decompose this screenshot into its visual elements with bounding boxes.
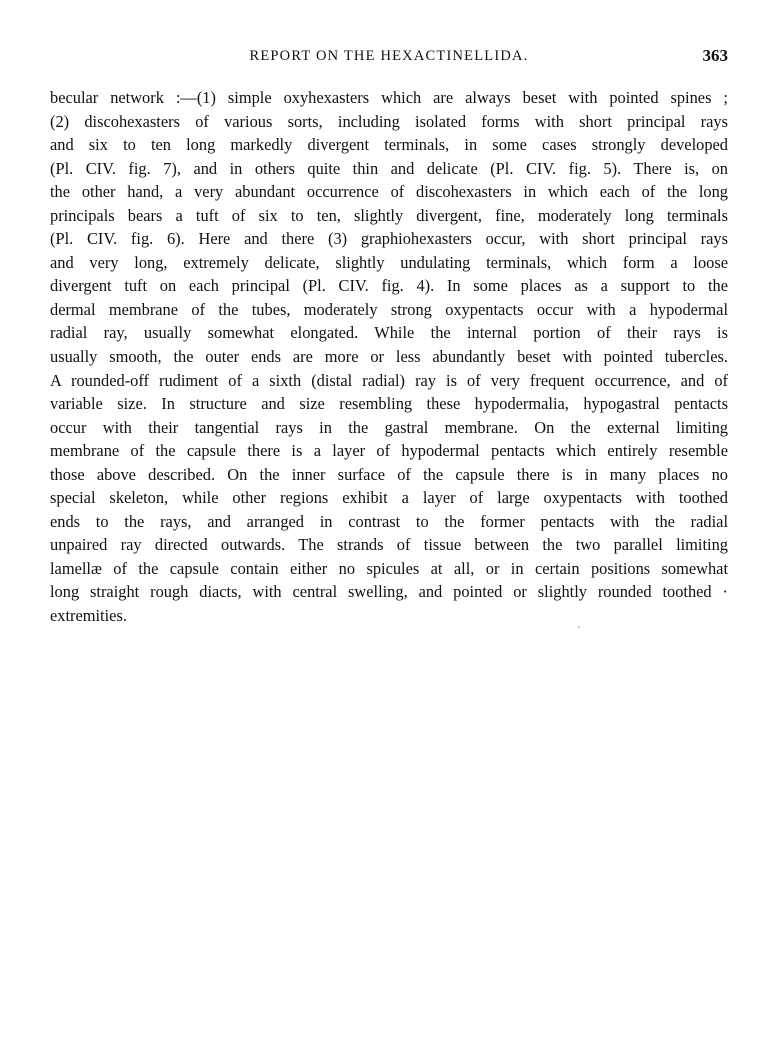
text-line: variable size. In structure and size resembling these hypodermalia, hypogastral pentacts bbox=[50, 394, 728, 414]
page-number: 363 bbox=[702, 46, 728, 65]
body-paragraph bbox=[50, 86, 728, 628]
text-line-last: extremities. bbox=[50, 606, 127, 626]
text-line: becular network :—(1) simple oxyhexasters which are always beset with pointed spines ; bbox=[50, 88, 728, 107]
text-line: usually smooth, the outer ends are more or less abundantly beset with pointed tubercles. bbox=[50, 347, 728, 367]
text-line: radial ray, usually somewhat elongated. While the internal portion of their rays is bbox=[50, 323, 728, 343]
running-header bbox=[50, 44, 728, 68]
text-line: dermal membrane of the tubes, moderately strong oxypentacts occur with a hypodermal bbox=[50, 299, 728, 319]
running-title: REPORT ON THE HEXACTINELLIDA. bbox=[249, 48, 529, 64]
text-line: the other hand, a very abundant occurrence of discohexasters in which each of the long bbox=[50, 182, 728, 202]
text-line: ends to the rays, and arranged in contrast to the former pentacts with the radial bbox=[50, 511, 728, 531]
text-line: divergent tuft on each principal (Pl. CIV. fig. 4). In some places as a support to the bbox=[50, 276, 728, 296]
text-line: A rounded-off rudiment of a sixth (distal radial) ray is of very frequent occurrence, and of bbox=[50, 370, 728, 390]
text-line: membrane of the capsule there is a layer of hypodermal pentacts which entirely resemble bbox=[50, 441, 728, 461]
text-line: those above described. On the inner surface of the capsule there is in many places no bbox=[50, 464, 728, 484]
text-line: lamellæ of the capsule contain either no spicules at all, or in certain positions somewhat bbox=[50, 558, 728, 578]
text-line: occur with their tangential rays in the gastral membrane. On the external limiting bbox=[50, 417, 728, 437]
text-line: (Pl. CIV. fig. 6). Here and there (3) graphiohexasters occur, with short principal rays bbox=[50, 229, 728, 249]
text-line: (Pl. CIV. fig. 7), and in others quite thin and delicate (Pl. CIV. fig. 5). There is, on bbox=[50, 158, 728, 178]
text-line: principals bears a tuft of six to ten, slightly divergent, fine, moderately long terminals bbox=[50, 205, 728, 225]
text-line: special skeleton, while other regions exhibit a layer of large oxypentacts with toothed bbox=[50, 488, 728, 508]
text-line: unpaired ray directed outwards. The strands of tissue between the two parallel limiting bbox=[50, 535, 728, 555]
text-line: long straight rough diacts, with central swelling, and pointed or slightly rounded toothed · bbox=[50, 582, 728, 602]
text-line: and very long, extremely delicate, slightly undulating terminals, which form a loose bbox=[50, 252, 728, 272]
text-line: and six to ten long markedly divergent terminals, in some cases strongly developed bbox=[50, 135, 728, 155]
text-line: (2) discohexasters of various sorts, including isolated forms with short principal rays bbox=[50, 111, 728, 131]
scan-speck bbox=[578, 626, 580, 628]
